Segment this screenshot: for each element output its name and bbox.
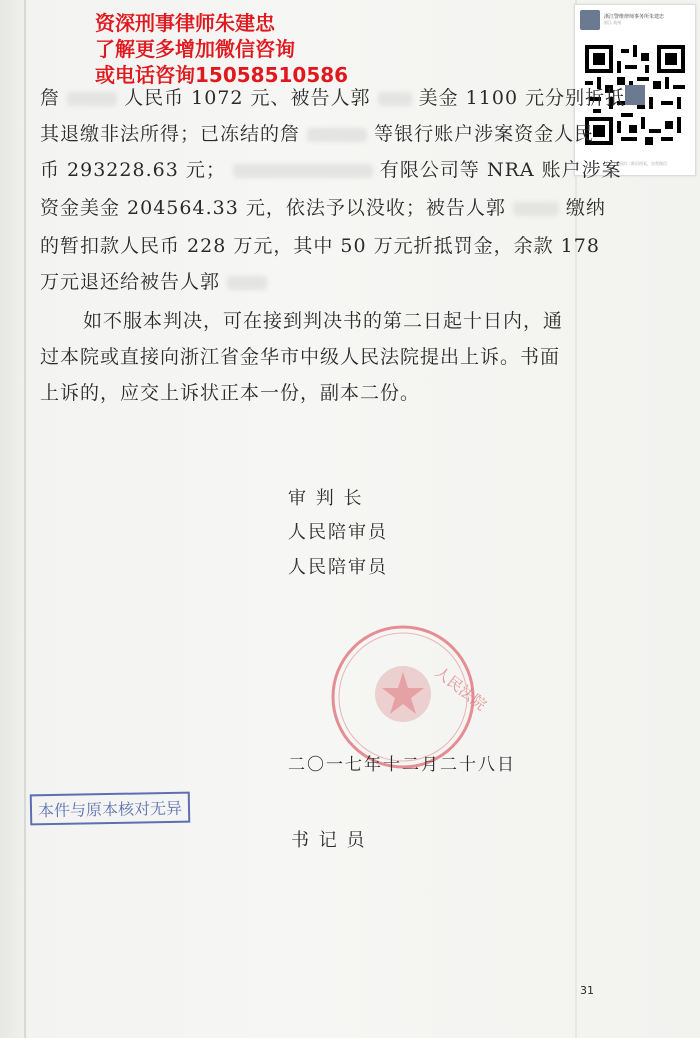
redacted-name	[378, 92, 412, 106]
certified-copy-stamp: 本件与原本核对无异	[30, 792, 191, 826]
seal-lettering: 人民法院	[431, 662, 490, 715]
judgment-date: 二〇一七年十二月二十八日	[288, 755, 516, 775]
qr-contact-name: 浙江警维律师事务所朱建忠	[604, 14, 665, 20]
page-fold	[24, 0, 26, 1038]
appeal-paragraph-line: 如不服本判决，可在接到判决书的第二日起十日内，通	[83, 310, 564, 332]
redacted-name	[513, 202, 559, 216]
judgment-line: 的暂扣款人民币 228 万元，其中 50 万元折抵罚金，余款 178	[40, 235, 600, 257]
redacted-name	[307, 128, 367, 142]
text-segment: 缴纳	[565, 197, 606, 219]
watermark-line: 资深刑事律师朱建忠	[95, 11, 275, 35]
juror-label: 人民陪审员	[288, 557, 388, 578]
lawyer-watermark	[95, 10, 348, 88]
appeal-paragraph-line: 上诉的，应交上诉状正本一份，副本二份。	[40, 382, 421, 404]
page-number: 31	[580, 984, 594, 997]
qr-caption: 扫一扫上面的二维码图案，加我微信	[603, 161, 667, 166]
judgment-line	[40, 267, 580, 294]
clerk-label: 书 记 员	[291, 830, 367, 851]
judgment-line	[40, 119, 595, 146]
judgment-line	[40, 83, 626, 110]
text-segment: 人民币 1072 元、被告人郭	[124, 87, 371, 109]
text-segment: 美金 1100 元分别折抵	[418, 87, 626, 109]
avatar	[580, 10, 600, 30]
judgment-line	[40, 155, 622, 182]
text-segment: 有限公司等 NRA 账户涉案	[379, 159, 622, 181]
judgment-line	[40, 193, 606, 220]
text-segment: 万元退还给被告人郭	[40, 271, 221, 293]
text-segment: 其退缴非法所得；已冻结的詹	[40, 123, 301, 145]
qr-contact-location: 浙江 杭州	[604, 20, 622, 25]
text-segment: 资金美金 204564.33 元，依法予以没收；被告人郭	[40, 197, 506, 219]
text-segment: 等银行账户涉案资金人民	[374, 123, 595, 145]
redacted-name	[227, 276, 267, 290]
watermark-line: 了解更多增加微信咨询	[95, 37, 295, 61]
redacted-name	[67, 92, 117, 106]
appeal-paragraph-line: 过本院或直接向浙江省金华市中级人民法院提出上诉。书面	[40, 346, 561, 368]
redacted-company	[233, 164, 373, 178]
watermark-line: 或电话咨询15058510586	[95, 63, 349, 87]
juror-label: 人民陪审员	[288, 522, 388, 543]
presiding-judge-label: 审 判 长	[288, 488, 364, 509]
text-segment: 币 293228.63 元；	[40, 159, 226, 181]
text-segment: 詹	[40, 87, 61, 109]
